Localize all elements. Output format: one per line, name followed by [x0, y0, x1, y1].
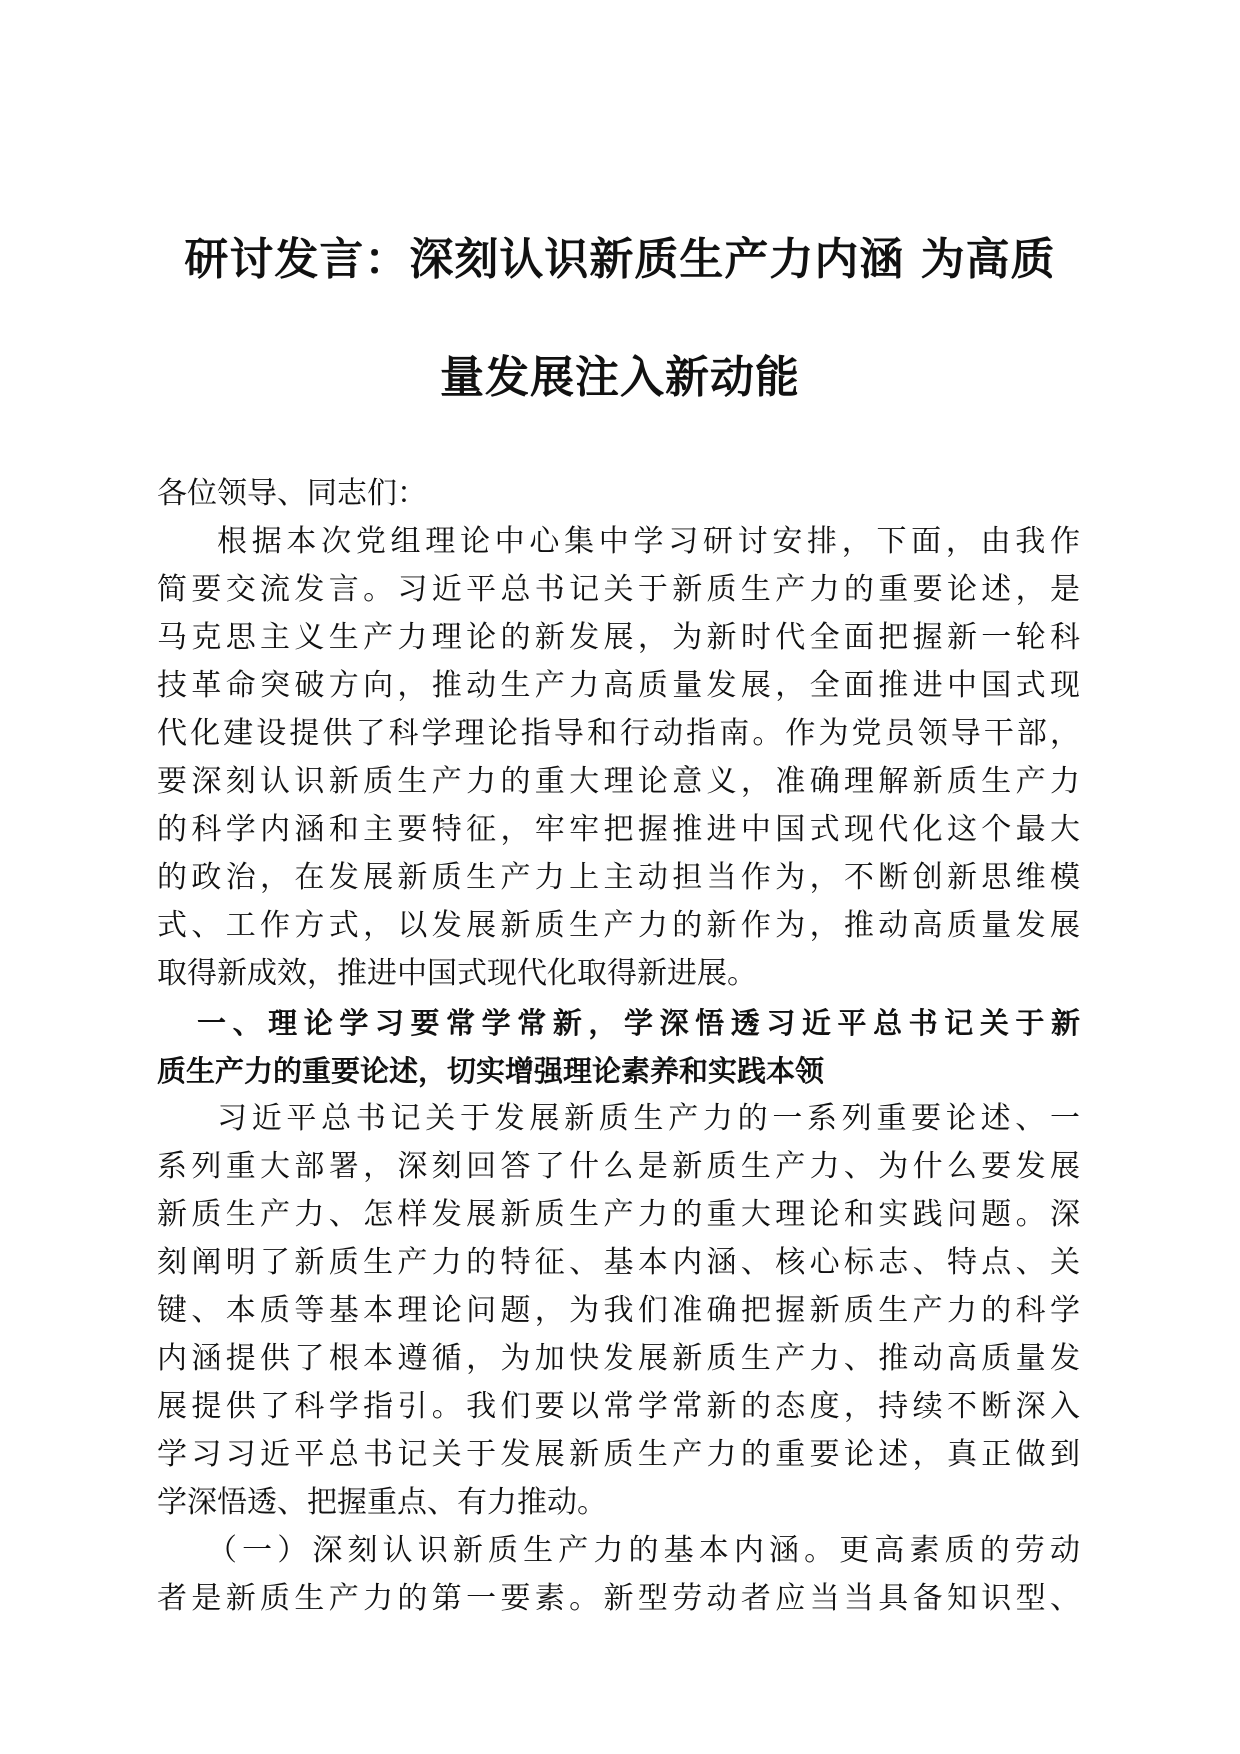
intro-paragraph-line: 要深刻认识新质生产力的重大理论意义，准确理解新质生产力	[157, 764, 1080, 799]
section-paragraph-line: 学深悟透、把握重点、有力推动。	[157, 1485, 607, 1520]
section-paragraph-line: 学习习近平总书记关于发展新质生产力的重要论述，真正做到	[157, 1437, 1080, 1472]
subsection-paragraph-line: （一）深刻认识新质生产力的基本内涵。更高素质的劳动	[207, 1533, 1080, 1568]
intro-paragraph-line: 根据本次党组理论中心集中学习研讨安排，下面，由我作	[217, 524, 1080, 559]
subsection-paragraph-line: 者是新质生产力的第一要素。新型劳动者应当当具备知识型、	[157, 1581, 1080, 1616]
intro-paragraph-line: 技革命突破方向，推动生产力高质量发展，全面推进中国式现	[157, 668, 1080, 703]
section-paragraph-line: 习近平总书记关于发展新质生产力的一系列重要论述、一	[217, 1101, 1080, 1136]
intro-paragraph-line: 代化建设提供了科学理论指导和行动指南。作为党员领导干部，	[157, 716, 1080, 751]
section-heading-line: 一、理论学习要常学常新，学深悟透习近平总书记关于新	[197, 1006, 1080, 1040]
intro-paragraph-line: 式、工作方式，以发展新质生产力的新作为，推动高质量发展	[157, 908, 1080, 943]
section-paragraph-line: 系列重大部署，深刻回答了什么是新质生产力、为什么要发展	[157, 1149, 1080, 1184]
section-heading-line: 质生产力的重要论述，切实增强理论素养和实践本领	[157, 1054, 825, 1088]
intro-paragraph-line: 的科学内涵和主要特征，牢牢把握推进中国式现代化这个最大	[157, 812, 1080, 847]
section-paragraph-line: 内涵提供了根本遵循，为加快发展新质生产力、推动高质量发	[157, 1341, 1080, 1376]
section-paragraph-line: 刻阐明了新质生产力的特征、基本内涵、核心标志、特点、关	[157, 1245, 1080, 1280]
salutation: 各位领导、同志们：	[157, 476, 427, 511]
document-title-line-1: 研讨发言：深刻认识新质生产力内涵 为高质	[184, 234, 1056, 285]
section-paragraph-line: 展提供了科学指引。我们要以常学常新的态度，持续不断深入	[157, 1389, 1080, 1424]
section-paragraph-line: 新质生产力、怎样发展新质生产力的重大理论和实践问题。深	[157, 1197, 1080, 1232]
intro-paragraph-line: 简要交流发言。习近平总书记关于新质生产力的重要论述，是	[157, 572, 1080, 607]
intro-paragraph-line: 马克思主义生产力理论的新发展，为新时代全面把握新一轮科	[157, 620, 1080, 655]
document-title-line-2: 量发展注入新动能	[440, 352, 800, 403]
intro-paragraph-line: 的政治，在发展新质生产力上主动担当作为，不断创新思维模	[157, 860, 1080, 895]
section-paragraph-line: 键、本质等基本理论问题，为我们准确把握新质生产力的科学	[157, 1293, 1080, 1328]
intro-paragraph-line: 取得新成效，推进中国式现代化取得新进展。	[157, 956, 757, 991]
